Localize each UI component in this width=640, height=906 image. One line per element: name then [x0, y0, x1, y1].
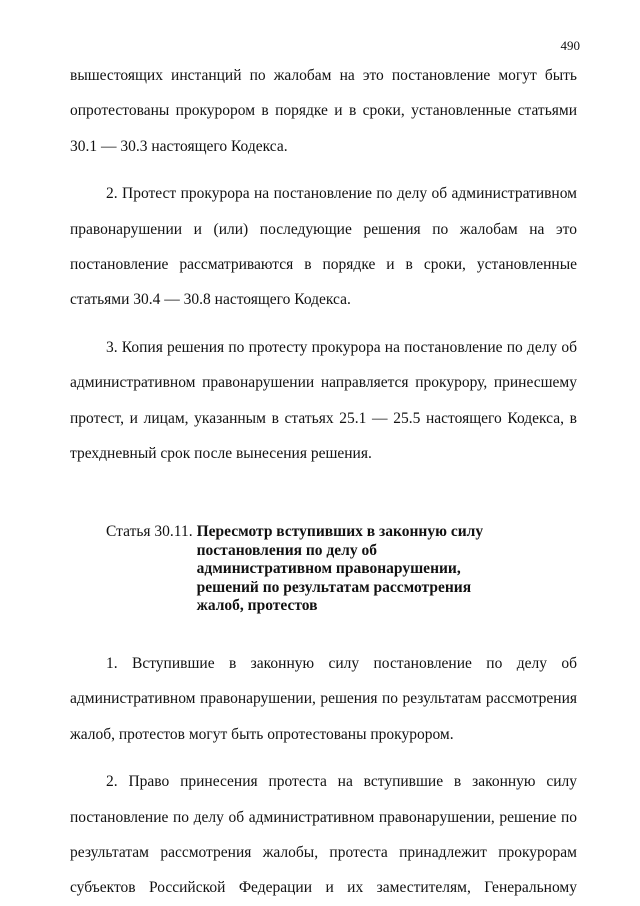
document-body [70, 58, 577, 906]
paragraph-2: 2. Протест прокурора на постановление по делу об административном правонарушении и (или) последующие решения по жалобам на это постановление рассматриваются в порядке и в сроки, установленные статьями 30.4 — 30.8 настоящего Кодекса. [70, 185, 577, 309]
paragraph-continuation: вышестоящих инстанций по жалобам на это постановление могут быть опротестованы прокурором в порядке и в сроки, установленные статьями 30.1 — 30.3 настоящего Кодекса. [70, 67, 577, 155]
paragraph-3: 3. Копия решения по протесту прокурора на постановление по делу об административном правонарушении направляется прокурору, принесшему протест, и лицам, указанным в статьях 25.1 — 25.5 настоящего Кодекса, в трехдневный срок после вынесения решения. [70, 338, 577, 463]
article-paragraph-2: 2. Право принесения протеста на вступившие в законную силу постановление по делу об административном правонарушении, решение по результатам рассмотрения жалобы, протеста принадлежит прокурорам субъектов Российской Федерации и их заместителям, Генеральному [70, 773, 577, 897]
article-number: Статья 30.11. [106, 523, 193, 541]
page-number: 490 [560, 38, 580, 53]
article-heading [70, 523, 577, 616]
article-paragraph-1: 1. Вступившие в законную силу постановление по делу об административном правонарушении, решения по результатам рассмотрения жалоб, протестов могут быть опротестованы прокурором. [70, 654, 577, 743]
article-title: Пересмотр вступивших в законную силу постановления по делу об административном правонарушении, решений по результатам рассмотрения жалоб, протестов [196, 523, 484, 615]
